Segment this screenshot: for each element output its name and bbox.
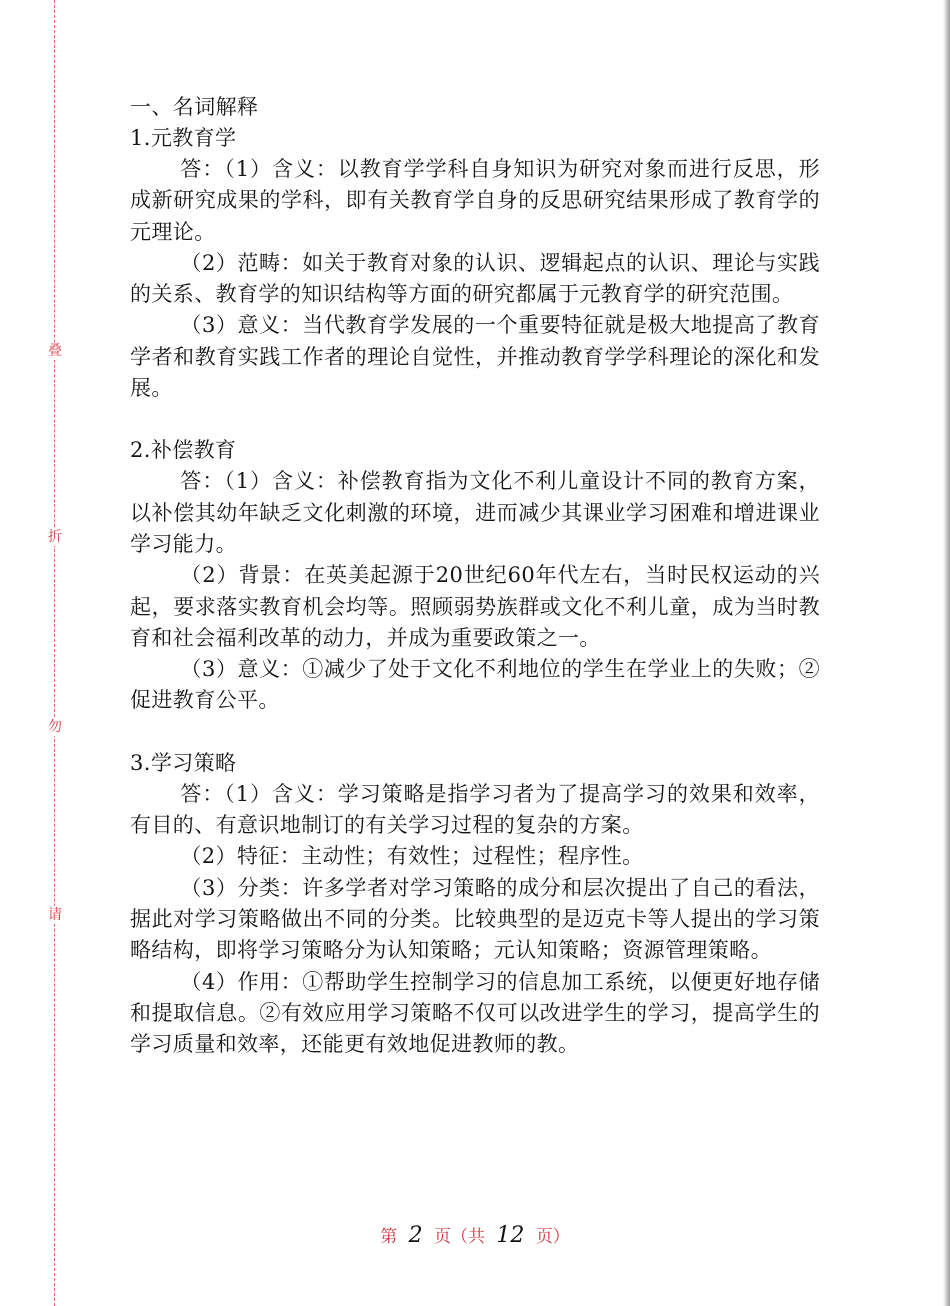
section-title: 一、名词解释 (130, 95, 259, 119)
term-paragraph: （3）分类：许多学者对学习策略的成分和层次提出了自己的看法，据此对学习策略做出不同的分类。比较典型的是迈克卡等人提出的学习策略结构，即将学习策略分为认知策略；元认知策略；资源管理策略。 (130, 875, 820, 963)
term-paragraph: （2）特征：主动性；有效性；过程性；程序性。 (180, 844, 644, 869)
term-paragraph: 答：（1）含义：以教育学学科自身知识为研究对象而进行反思，形成新研究成果的学科，即有关教育学自身的反思研究结果形成了教育学的元理论。 (130, 157, 820, 244)
margin-char-die: 叠 (48, 343, 62, 359)
footer-prefix: 第 (380, 1227, 398, 1247)
fold-line (54, 0, 55, 1306)
margin-char-zhe: 折 (48, 529, 62, 545)
page-footer (0, 1222, 950, 1248)
term-paragraph: 答：（1）含义：学习策略是指学习者为了提高学习的效果和效率，有目的、有意识地制订的有关学习过程的复杂的方案。 (130, 781, 820, 838)
term-block-2 (130, 435, 820, 716)
page-total: 12 (496, 1223, 525, 1248)
term-block-1 (130, 123, 820, 404)
term-paragraph: （3）意义：当代教育学发展的一个重要特征就是极大地提高了教育学者和教育实践工作者的理论自觉性，并推动教育学学科理论的深化和发展。 (130, 313, 820, 401)
term-paragraph: （2）背景：在英美起源于20世纪60年代左右，当时民权运动的兴起，要求落实教育机会均等。照顾弱势族群或文化不利儿童，成为当时教育和社会福利改革的动力，并成为重要政策之一。 (130, 563, 820, 650)
term-title: 3.学习策略 (130, 750, 237, 775)
term-title: 1.元教育学 (130, 126, 237, 150)
footer-suffix: 页） (535, 1227, 570, 1247)
term-block-3 (130, 748, 820, 1061)
page-number: 2 (408, 1223, 423, 1248)
footer-middle: 页（共 (434, 1227, 485, 1247)
margin-char-wu: 勿 (48, 719, 62, 735)
term-paragraph: （2）范畴：如关于教育对象的认识、逻辑起点的认识、理论与实践的关系、教育学的知识结构等方面的研究都属于元教育学的研究范围。 (130, 250, 820, 307)
term-title: 2.补偿教育 (130, 438, 237, 463)
term-paragraph: （4）作用：①帮助学生控制学习的信息加工系统，以便更好地存储和提取信息。②有效应用学习策略不仅可以改进学生的学习，提高学生的学习质量和效率，还能更有效地促进教师的教。 (130, 969, 820, 1057)
margin-char-qing: 请 (48, 907, 62, 923)
term-paragraph: （3）意义：①减少了处于文化不利地位的学生在学业上的失败；②促进教育公平。 (130, 657, 820, 713)
scan-edge-shadow (943, 0, 950, 1306)
page-content (130, 92, 820, 1060)
term-paragraph: 答：（1）含义：补偿教育指为文化不利儿童设计不同的教育方案，以补偿其幼年缺乏文化刺激的环境，进而减少其课业学习困难和增进课业学习能力。 (130, 469, 820, 556)
